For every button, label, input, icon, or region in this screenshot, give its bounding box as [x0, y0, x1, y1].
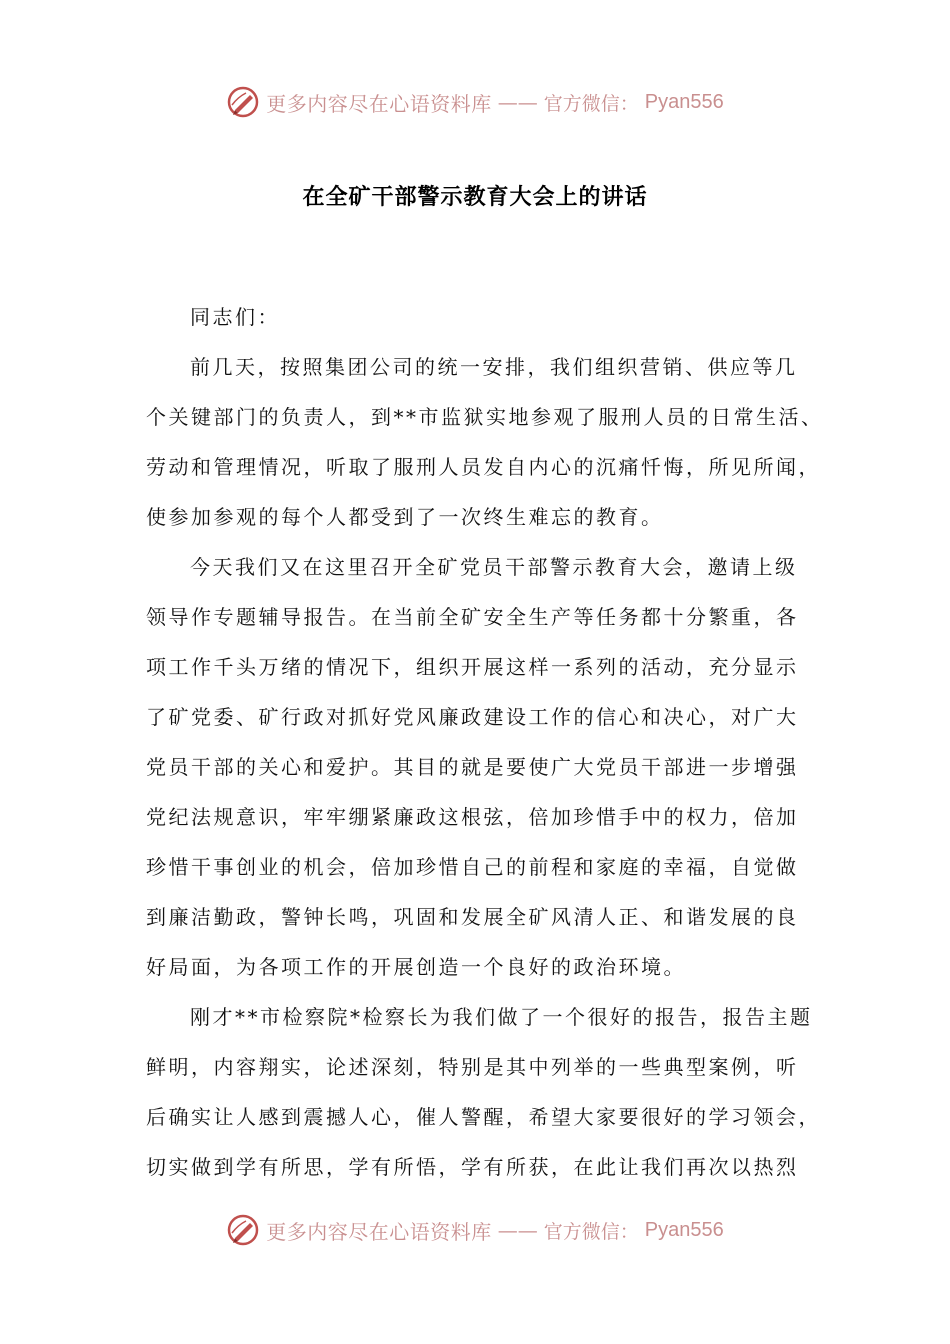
body-line: 了矿党委、矿行政对抓好党风廉政建设工作的信心和决心，对广大	[146, 705, 799, 729]
body-line: 党员干部的关心和爱护。其目的就是要使广大党员干部进一步增强	[146, 755, 799, 779]
watermark-text: 更多内容尽在心语资料库	[266, 1219, 492, 1244]
body-line: 使参加参观的每个人都受到了一次终生难忘的教育。	[146, 505, 664, 529]
body-line: 个关键部门的负责人，到**市监狱实地参观了服刑人员的日常生活、	[146, 405, 824, 429]
body-line: 到廉洁勤政，警钟长鸣，巩固和发展全矿风清人正、和谐发展的良	[146, 905, 799, 929]
salutation-line: 同志们：	[190, 305, 280, 329]
watermark-wechat-id: Pyan556	[644, 1218, 724, 1241]
document-title: 在全矿干部警示教育大会上的讲话	[302, 185, 648, 210]
pen-logo-icon	[226, 85, 260, 119]
body-line: 鲜明，内容翔实，论述深刻，特别是其中列举的一些典型案例，听	[146, 1055, 799, 1079]
footer-watermark-banner	[0, 1210, 950, 1250]
body-line: 领导作专题辅导报告。在当前全矿安全生产等任务都十分繁重，各	[146, 605, 799, 629]
watermark-wechat-label: 官方微信：	[543, 1220, 639, 1243]
watermark-text: 更多内容尽在心语资料库	[266, 91, 492, 116]
body-line: 今天我们又在这里召开全矿党员干部警示教育大会，邀请上级	[190, 555, 798, 579]
body-line: 后确实让人感到震撼人心，催人警醒，希望大家要很好的学习领会，	[146, 1105, 821, 1129]
watermark-wechat-id: Pyan556	[644, 90, 724, 113]
body-line: 前几天，按照集团公司的统一安排，我们组织营销、供应等几	[190, 355, 798, 379]
body-line: 切实做到学有所思，学有所悟，学有所获，在此让我们再次以热烈	[146, 1155, 799, 1179]
watermark-wechat-label: 官方微信：	[543, 92, 639, 115]
body-line: 项工作千头万绪的情况下，组织开展这样一系列的活动，充分显示	[146, 655, 799, 679]
watermark-dash: ——	[497, 1218, 538, 1242]
pen-logo-icon	[226, 1213, 260, 1247]
body-line: 党纪法规意识，牢牢绷紧廉政这根弦，倍加珍惜手中的权力，倍加	[146, 805, 799, 829]
watermark-dash: ——	[497, 90, 538, 114]
body-line: 珍惜干事创业的机会，倍加珍惜自己的前程和家庭的幸福，自觉做	[146, 855, 799, 879]
body-line: 好局面，为各项工作的开展创造一个良好的政治环境。	[146, 955, 686, 979]
header-watermark-banner	[0, 82, 950, 122]
body-line: 劳动和管理情况，听取了服刑人员发自内心的沉痛忏悔，所见所闻，	[146, 455, 821, 479]
body-line: 刚才**市检察院*检察长为我们做了一个很好的报告，报告主题	[190, 1005, 813, 1029]
document-body	[146, 292, 826, 1192]
